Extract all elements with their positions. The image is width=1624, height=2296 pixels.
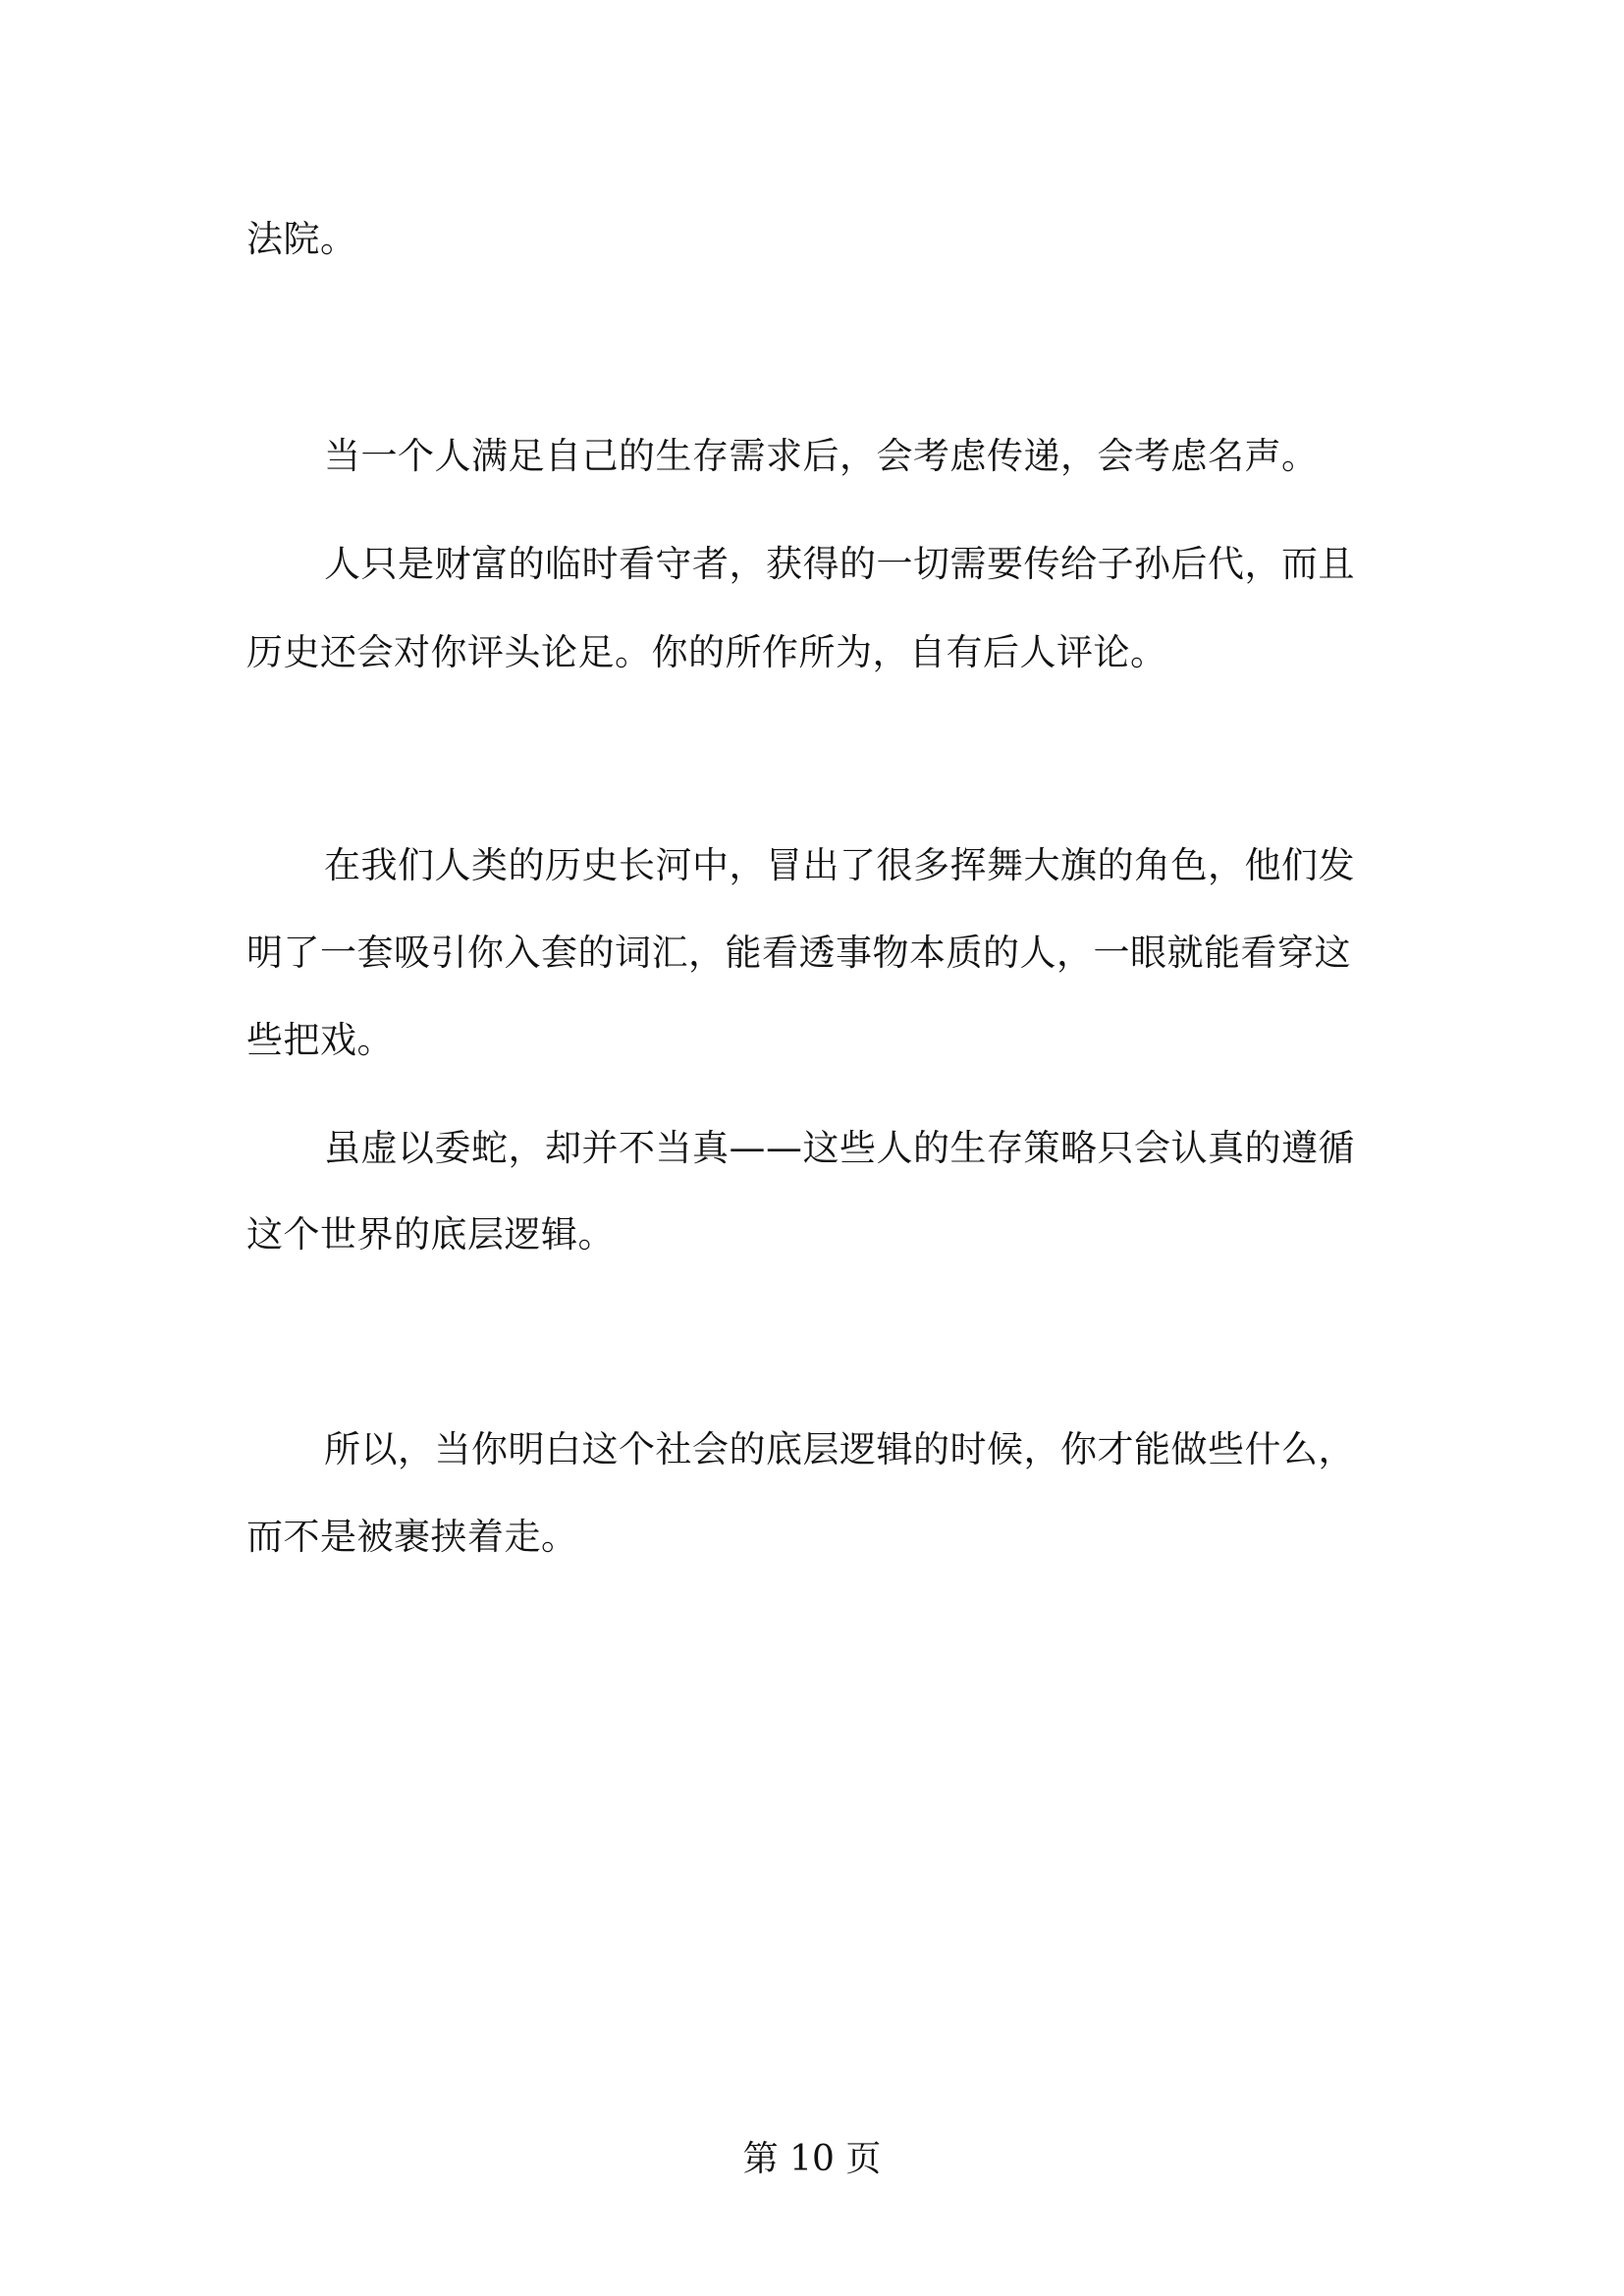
paragraph-line: 虽虚以委蛇，却并不当真——这些人的生存策略只会认真的遵循 [324,1127,1355,1169]
paragraph-line: 所以，当你明白这个社会的底层逻辑的时候，你才能做些什么， [324,1428,1355,1470]
page-number: 第 10 页 [742,2139,882,2179]
paragraph-line: 人只是财富的临时看守者，获得的一切需要传给子孙后代，而且 [324,543,1355,585]
paragraph-line: 而不是被裹挟着走。 [246,1516,578,1558]
paragraph-line: 这个世界的底层逻辑。 [246,1213,615,1255]
paragraph-line: 在我们人类的历史长河中，冒出了很多挥舞大旗的角色，他们发 [324,844,1355,886]
paragraph-line: 些把戏。 [246,1019,394,1061]
paragraph-line: 法院。 [246,218,357,260]
paragraph-line: 当一个人满足自己的生存需求后，会考虑传递，会考虑名声。 [324,435,1319,477]
paragraph-line: 明了一套吸引你入套的词汇，能看透事物本质的人，一眼就能看穿这 [246,932,1351,974]
paragraph-line: 历史还会对你评头论足。你的所作所为，自有后人评论。 [246,631,1167,673]
